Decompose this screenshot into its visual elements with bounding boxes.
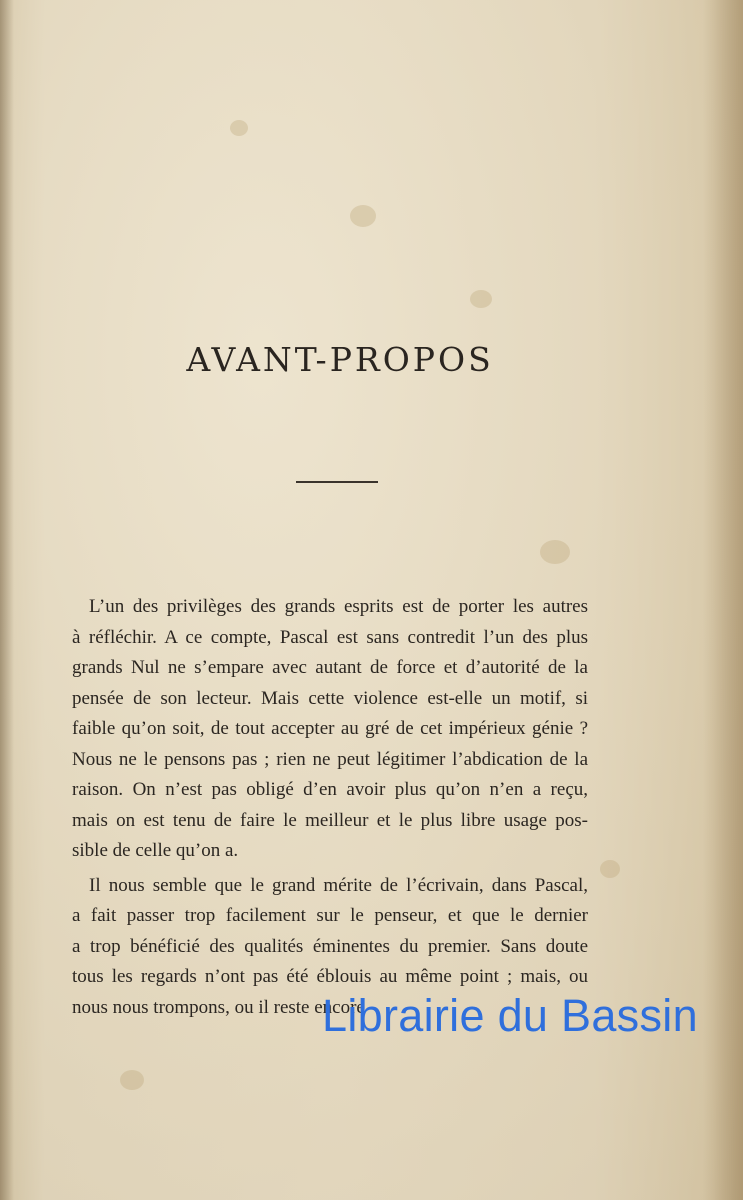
foxing-spot: [600, 860, 620, 878]
body-text: [72, 592, 588, 1023]
text-line: pensée de son lecteur. Mais cette violence est-elle un motif, si: [72, 687, 588, 709]
spine-shadow: [0, 0, 14, 1200]
text-line: grands Nul ne s’empare avec autant de force et d’autorité de la: [72, 657, 588, 678]
text-line: mais on est tenu de faire le meilleur et le plus libre usage pos-: [72, 809, 588, 831]
foxing-spot: [230, 120, 248, 136]
text-line: nous nous trompons, ou il reste encore: [72, 996, 365, 1018]
paragraph-1: [72, 592, 588, 867]
foxing-spot: [120, 1070, 144, 1090]
foxing-spot: [470, 290, 492, 308]
text-line: faible qu’on soit, de tout accepter au gré de cet impérieux génie ?: [72, 718, 588, 739]
text-line: Il nous semble que le grand mérite de l’écrivain, dans Pascal,: [89, 874, 588, 896]
text-line: à réfléchir. A ce compte, Pascal est sans contredit l’un des plus: [72, 626, 588, 648]
text-line: Nous ne le pensons pas ; rien ne peut légitimer l’abdication de la: [72, 748, 588, 770]
text-line: a fait passer trop facilement sur le penseur, et que le dernier: [72, 905, 588, 926]
text-line: raison. On n’est pas obligé d’en avoir plus qu’on n’en a reçu,: [72, 779, 588, 800]
page-edge-shadow: [703, 0, 743, 1200]
text-line: L’un des privilèges des grands esprits est de porter les autres: [89, 596, 588, 617]
foxing-spot: [540, 540, 570, 564]
watermark-logo: Librairie du Bassin: [322, 990, 698, 1041]
title-rule: [296, 481, 378, 483]
page-title: AVANT-PROPOS: [186, 340, 494, 379]
foxing-spot: [350, 205, 376, 227]
text-line: sible de celle qu’on a.: [72, 840, 239, 861]
text-line: tous les regards n’ont pas été éblouis au même point ; mais, ou: [72, 966, 588, 987]
text-line: a trop bénéficié des qualités éminentes du premier. Sans doute: [72, 935, 588, 957]
